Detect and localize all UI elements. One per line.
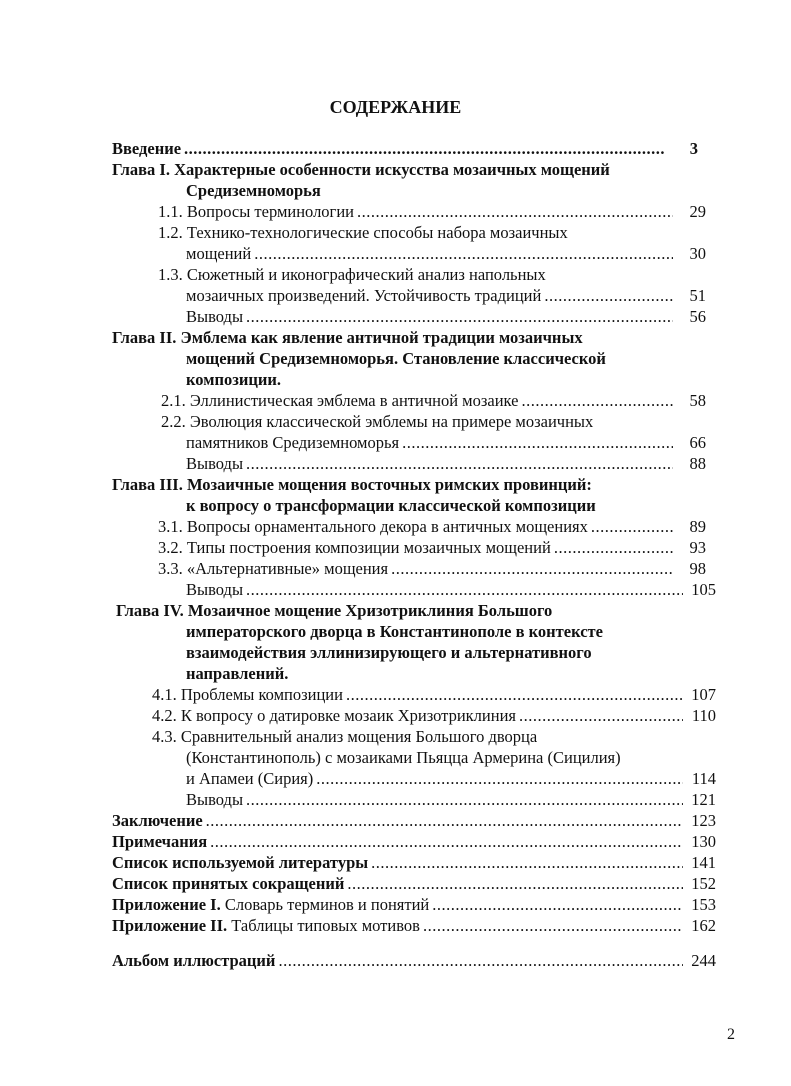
- toc-chapter-4-cont3: направлений.: [186, 664, 289, 683]
- toc-chapter-4[interactable]: Глава IV. Мозаичное мощение Хризотриклиния Большого: [116, 601, 553, 620]
- toc-entry-bibliography[interactable]: Список используемой литературы ..... 141: [112, 852, 716, 873]
- toc-entry-2-2-cont[interactable]: памятников Средиземноморья ..... 66: [186, 432, 706, 453]
- toc-chapter-3[interactable]: Глава III. Мозаичные мощения восточных римских провинций:: [112, 475, 592, 494]
- toc-entry-4-conclusions[interactable]: Выводы ..... 121: [186, 789, 716, 810]
- toc-entry-1-2-cont[interactable]: мощений ..... 30: [186, 243, 706, 264]
- toc-entry-2-2[interactable]: 2.2. Эволюция классической эмблемы на примере мозаичных: [161, 412, 594, 431]
- toc-entry-1-3[interactable]: 1.3. Сюжетный и иконографический анализ напольных: [158, 265, 546, 284]
- toc-entry-4-3-cont: (Константинополь) с мозаиками Пьяцца Армерина (Сицилия): [186, 748, 621, 767]
- toc-entry-notes[interactable]: Примечания ..... 130: [112, 831, 716, 852]
- toc-entry-album[interactable]: Альбом иллюстраций ..... 244: [112, 950, 716, 971]
- toc-chapter-2-cont: мощений Средиземноморья. Становление классической: [186, 349, 606, 368]
- toc-entry-2-conclusions[interactable]: Выводы ..... 88: [186, 453, 706, 474]
- toc-entry-3-1[interactable]: 3.1. Вопросы орнаментального декора в античных мощениях ..... 89: [158, 516, 706, 537]
- toc-entry-4-3[interactable]: 4.3. Сравнительный анализ мощения Большого дворца: [152, 727, 538, 746]
- toc-entry-appendix-2[interactable]: Приложение II. Таблицы типовых мотивов ..... 162: [112, 915, 716, 936]
- toc-entry-abbreviations[interactable]: Список принятых сокращений ..... 152: [112, 873, 716, 894]
- toc-chapter-2[interactable]: Глава II. Эмблема как явление античной традиции мозаичных: [112, 328, 583, 347]
- toc-entry-1-1[interactable]: 1.1. Вопросы терминологии ..... 29: [158, 201, 706, 222]
- toc-entry-3-3[interactable]: 3.3. «Альтернативные» мощения ..... 98: [158, 558, 706, 579]
- toc-entry-3-conclusions[interactable]: Выводы ..... 105: [186, 579, 716, 600]
- toc-entry-4-2[interactable]: 4.2. К вопросу о датировке мозаик Хризотриклиния ..... 110: [152, 705, 716, 726]
- toc-entry-1-conclusions[interactable]: Выводы ..... 56: [186, 306, 706, 327]
- toc-entry-4-1[interactable]: 4.1. Проблемы композиции ..... 107: [152, 684, 716, 705]
- toc-entry-1-2[interactable]: 1.2. Технико-технологические способы набора мозаичных: [158, 223, 568, 242]
- toc-entry-2-1[interactable]: 2.1. Эллинистическая эмблема в античной мозаике ..... 58: [161, 390, 706, 411]
- toc-entry-3-2[interactable]: 3.2. Типы построения композиции мозаичных мощений ..... 93: [158, 537, 706, 558]
- toc-entry-conclusion[interactable]: Заключение ..... 123: [112, 810, 716, 831]
- page-number: 2: [727, 1026, 735, 1043]
- toc-entry-4-3-cont2[interactable]: и Апамеи (Сирия) ..... 114: [186, 768, 716, 789]
- toc-chapter-2-cont2: композиции.: [186, 370, 282, 389]
- toc-chapter-3-cont: к вопросу о трансформации классической композиции: [186, 496, 596, 515]
- page-title: СОДЕРЖАНИЕ: [329, 97, 462, 117]
- toc-entry-intro[interactable]: Введение ..... 3: [112, 138, 698, 159]
- toc-chapter-1-cont: Средиземноморья: [186, 181, 321, 200]
- toc-chapter-1[interactable]: Глава I. Характерные особенности искусства мозаичных мощений: [112, 160, 610, 179]
- toc-entry-1-3-cont[interactable]: мозаичных произведений. Устойчивость традиций ..... 51: [186, 285, 706, 306]
- toc-entry-appendix-1[interactable]: Приложение I. Словарь терминов и понятий ..... 153: [112, 894, 716, 915]
- toc-chapter-4-cont: императорского дворца в Константинополе в контексте: [186, 622, 603, 641]
- toc-chapter-4-cont2: взаимодействия эллинизирующего и альтернативного: [186, 643, 592, 662]
